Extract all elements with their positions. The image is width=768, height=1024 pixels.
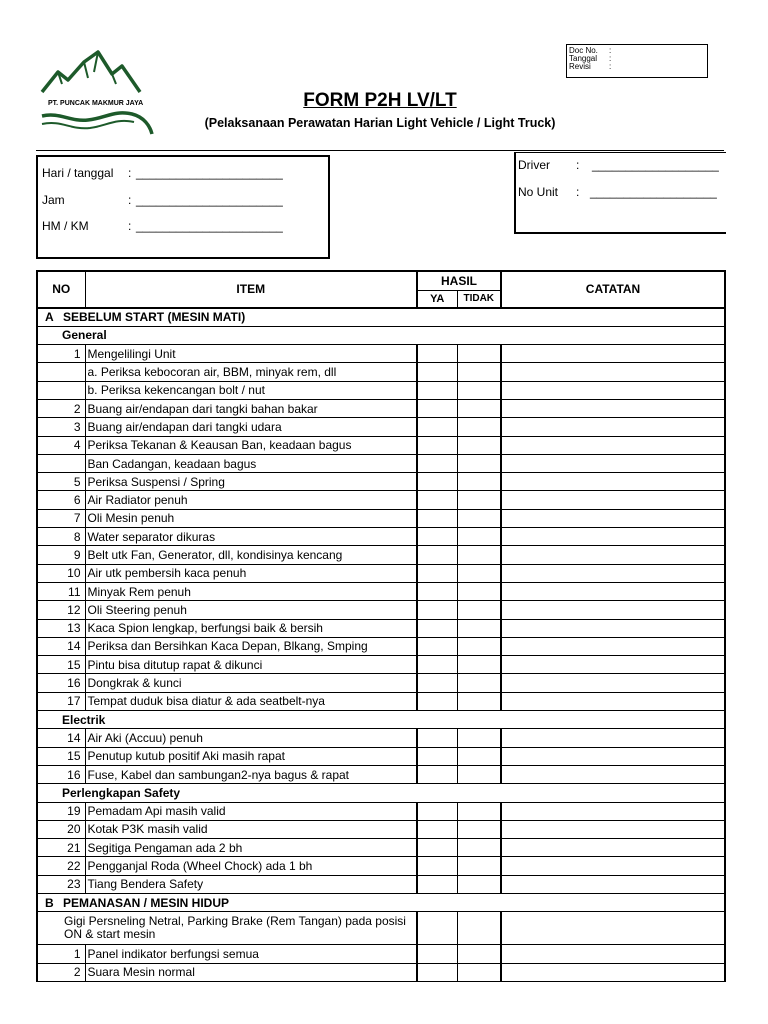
ya-checkbox-cell[interactable] xyxy=(417,945,457,963)
item-text: Periksa Tekanan & Keausan Ban, keadaan bagus xyxy=(85,436,417,454)
item-number: 11 xyxy=(37,582,85,600)
tidak-checkbox-cell[interactable] xyxy=(457,564,501,582)
table-row xyxy=(37,729,725,747)
col-item-header: ITEM xyxy=(85,271,417,308)
catatan-cell[interactable] xyxy=(501,857,725,875)
subsection-label: General xyxy=(37,326,725,344)
ya-checkbox-cell[interactable] xyxy=(417,839,457,857)
item-number: 2 xyxy=(37,399,85,417)
item-number: 15 xyxy=(37,656,85,674)
no-unit-field[interactable] xyxy=(518,185,717,199)
table-row xyxy=(37,491,725,509)
ya-checkbox-cell[interactable] xyxy=(417,656,457,674)
item-text: Periksa dan Bersihkan Kaca Depan, Blkang, Smping xyxy=(85,637,417,655)
catatan-cell[interactable] xyxy=(501,619,725,637)
tidak-checkbox-cell[interactable] xyxy=(457,692,501,710)
tidak-checkbox-cell[interactable] xyxy=(457,945,501,963)
item-number: 19 xyxy=(37,802,85,820)
ya-checkbox-cell[interactable] xyxy=(417,765,457,783)
hari-tanggal-label: Hari / tanggal xyxy=(42,166,114,180)
item-text: Dongkrak & kunci xyxy=(85,674,417,692)
col-tidak-header: TIDAK xyxy=(457,290,501,308)
ya-checkbox-cell[interactable] xyxy=(417,564,457,582)
item-number: 14 xyxy=(37,729,85,747)
ya-checkbox-cell[interactable] xyxy=(417,820,457,838)
table-row xyxy=(37,564,725,582)
catatan-cell[interactable] xyxy=(501,802,725,820)
catatan-cell[interactable] xyxy=(501,528,725,546)
section-row xyxy=(37,308,725,327)
tidak-checkbox-cell[interactable] xyxy=(457,912,501,945)
tidak-checkbox-cell[interactable] xyxy=(457,875,501,893)
table-row xyxy=(37,692,725,710)
catatan-cell[interactable] xyxy=(501,945,725,963)
item-text: Ban Cadangan, keadaan bagus xyxy=(85,454,417,472)
ya-checkbox-cell[interactable] xyxy=(417,528,457,546)
tidak-checkbox-cell[interactable] xyxy=(457,839,501,857)
catatan-cell[interactable] xyxy=(501,418,725,436)
catatan-cell[interactable] xyxy=(501,473,725,491)
ya-checkbox-cell[interactable] xyxy=(417,857,457,875)
table-row xyxy=(37,399,725,417)
table-row xyxy=(37,765,725,783)
item-number xyxy=(37,454,85,472)
item-number: 23 xyxy=(37,875,85,893)
ya-checkbox-cell[interactable] xyxy=(417,729,457,747)
tidak-checkbox-cell[interactable] xyxy=(457,802,501,820)
table-row xyxy=(37,912,725,945)
tidak-checkbox-cell[interactable] xyxy=(457,381,501,399)
catatan-cell[interactable] xyxy=(501,963,725,981)
col-catatan-header: CATATAN xyxy=(501,271,725,308)
hm-km-line: ______________________ xyxy=(136,219,283,233)
tidak-checkbox-cell[interactable] xyxy=(457,399,501,417)
catatan-cell[interactable] xyxy=(501,674,725,692)
driver-field[interactable] xyxy=(518,158,719,172)
item-text: b. Periksa kekencangan bolt / nut xyxy=(85,381,417,399)
tidak-checkbox-cell[interactable] xyxy=(457,747,501,765)
item-text: Mengelilingi Unit xyxy=(85,345,417,363)
subsection-row xyxy=(37,784,725,802)
table-row xyxy=(37,857,725,875)
catatan-cell[interactable] xyxy=(501,729,725,747)
ya-checkbox-cell[interactable] xyxy=(417,546,457,564)
item-text: Buang air/endapan dari tangki bahan bakar xyxy=(85,399,417,417)
catatan-cell[interactable] xyxy=(501,601,725,619)
section-title xyxy=(37,894,725,912)
item-text: Periksa Suspensi / Spring xyxy=(85,473,417,491)
col-ya-header: YA xyxy=(417,290,457,308)
hari-tanggal-colon: : xyxy=(128,166,132,180)
catatan-cell[interactable] xyxy=(501,509,725,527)
table-row xyxy=(37,381,725,399)
item-text: Kotak P3K masih valid xyxy=(85,820,417,838)
tidak-checkbox-cell[interactable] xyxy=(457,601,501,619)
tidak-checkbox-cell[interactable] xyxy=(457,619,501,637)
catatan-cell[interactable] xyxy=(501,381,725,399)
item-number: 14 xyxy=(37,637,85,655)
catatan-cell[interactable] xyxy=(501,436,725,454)
item-text: Fuse, Kabel dan sambungan2-nya bagus & rapat xyxy=(85,765,417,783)
section-letter: B xyxy=(45,895,54,910)
subsection-label: Electrik xyxy=(37,711,725,729)
ya-checkbox-cell[interactable] xyxy=(417,491,457,509)
jam-label: Jam xyxy=(42,193,65,207)
item-number: 9 xyxy=(37,546,85,564)
date-time-box xyxy=(36,155,330,259)
tidak-checkbox-cell[interactable] xyxy=(457,820,501,838)
table-row xyxy=(37,528,725,546)
jam-line: ______________________ xyxy=(136,193,283,207)
table-row xyxy=(37,363,725,381)
tidak-checkbox-cell[interactable] xyxy=(457,509,501,527)
item-text: Water separator dikuras xyxy=(85,528,417,546)
tidak-checkbox-cell[interactable] xyxy=(457,729,501,747)
tidak-checkbox-cell[interactable] xyxy=(457,765,501,783)
ya-checkbox-cell[interactable] xyxy=(417,381,457,399)
table-row xyxy=(37,747,725,765)
catatan-cell[interactable] xyxy=(501,345,725,363)
table-row xyxy=(37,454,725,472)
no-unit-colon: : xyxy=(576,185,580,199)
table-row xyxy=(37,473,725,491)
tanggal-label: Tanggal xyxy=(569,54,598,63)
ya-checkbox-cell[interactable] xyxy=(417,418,457,436)
catatan-cell[interactable] xyxy=(501,875,725,893)
section-label: SEBELUM START (MESIN MATI) xyxy=(63,310,246,325)
item-number: 8 xyxy=(37,528,85,546)
item-number: 4 xyxy=(37,436,85,454)
item-text: Buang air/endapan dari tangki udara xyxy=(85,418,417,436)
table-row xyxy=(37,839,725,857)
catatan-cell[interactable] xyxy=(501,747,725,765)
ya-checkbox-cell[interactable] xyxy=(417,912,457,945)
catatan-cell[interactable] xyxy=(501,454,725,472)
hm-km-colon: : xyxy=(128,219,132,233)
col-hasil-header: HASIL xyxy=(417,271,501,290)
ya-checkbox-cell[interactable] xyxy=(417,963,457,981)
ya-checkbox-cell[interactable] xyxy=(417,473,457,491)
item-number: 16 xyxy=(37,674,85,692)
item-text: Suara Mesin normal xyxy=(85,963,417,981)
catatan-cell[interactable] xyxy=(501,363,725,381)
item-number: 2 xyxy=(37,963,85,981)
driver-label: Driver xyxy=(518,158,550,172)
ya-checkbox-cell[interactable] xyxy=(417,802,457,820)
tidak-checkbox-cell[interactable] xyxy=(457,454,501,472)
item-number: 1 xyxy=(37,945,85,963)
ya-checkbox-cell[interactable] xyxy=(417,399,457,417)
item-number xyxy=(37,363,85,381)
ya-checkbox-cell[interactable] xyxy=(417,436,457,454)
table-row xyxy=(37,820,725,838)
item-text: Belt utk Fan, Generator, dll, kondisinya kencang xyxy=(85,546,417,564)
item-text: a. Periksa kebocoran air, BBM, minyak rem, dll xyxy=(85,363,417,381)
table-header xyxy=(37,271,725,308)
hm-km-field[interactable] xyxy=(42,219,283,233)
tidak-checkbox-cell[interactable] xyxy=(457,546,501,564)
item-number: 3 xyxy=(37,418,85,436)
item-text: Kaca Spion lengkap, berfungsi baik & bersih xyxy=(85,619,417,637)
jam-colon: : xyxy=(128,193,132,207)
item-number: 21 xyxy=(37,839,85,857)
jam-field[interactable] xyxy=(42,193,283,207)
driver-line: ___________________ xyxy=(592,158,719,172)
item-text: Pintu bisa ditutup rapat & dikunci xyxy=(85,656,417,674)
catatan-cell[interactable] xyxy=(501,399,725,417)
doc-info-box xyxy=(566,44,708,78)
item-text: Oli Mesin penuh xyxy=(85,509,417,527)
catatan-cell[interactable] xyxy=(501,582,725,600)
tidak-checkbox-cell[interactable] xyxy=(457,491,501,509)
tidak-checkbox-cell[interactable] xyxy=(457,656,501,674)
doc-no-colon: : xyxy=(609,46,612,55)
ya-checkbox-cell[interactable] xyxy=(417,345,457,363)
section-letter: A xyxy=(45,310,54,325)
section-label: PEMANASAN / MESIN HIDUP xyxy=(63,895,230,910)
table-row xyxy=(37,619,725,637)
ya-checkbox-cell[interactable] xyxy=(417,637,457,655)
hari-tanggal-field[interactable] xyxy=(42,166,283,180)
table-row xyxy=(37,436,725,454)
table-row xyxy=(37,601,725,619)
item-number: 12 xyxy=(37,601,85,619)
item-number: 17 xyxy=(37,692,85,710)
table-body xyxy=(37,308,725,982)
tidak-checkbox-cell[interactable] xyxy=(457,345,501,363)
item-text: Gigi Persneling Netral, Parking Brake (Rem Tangan) pada posisi ON & start mesin xyxy=(37,912,417,945)
item-text: Penutup kutub positif Aki masih rapat xyxy=(85,747,417,765)
item-number: 7 xyxy=(37,509,85,527)
subsection-row xyxy=(37,326,725,344)
item-text: Tempat duduk bisa diatur & ada seatbelt-nya xyxy=(85,692,417,710)
table-row xyxy=(37,945,725,963)
item-text: Tiang Bendera Safety xyxy=(85,875,417,893)
hari-tanggal-line: ______________________ xyxy=(136,166,283,180)
form-title: FORM P2H LV/LT xyxy=(303,90,457,111)
table-row xyxy=(37,582,725,600)
form-subtitle: (Pelaksanaan Perawatan Harian Light Vehicle / Light Truck) xyxy=(204,116,556,130)
catatan-cell[interactable] xyxy=(501,765,725,783)
table-row xyxy=(37,345,725,363)
item-text: Oli Steering penuh xyxy=(85,601,417,619)
tidak-checkbox-cell[interactable] xyxy=(457,963,501,981)
item-text: Minyak Rem penuh xyxy=(85,582,417,600)
table-row xyxy=(37,637,725,655)
item-number: 1 xyxy=(37,345,85,363)
item-number: 15 xyxy=(37,747,85,765)
table-row xyxy=(37,509,725,527)
driver-colon: : xyxy=(576,158,580,172)
doc-no-label: Doc No. xyxy=(569,46,598,55)
col-no-header: NO xyxy=(37,271,85,308)
tidak-checkbox-cell[interactable] xyxy=(457,418,501,436)
driver-unit-box xyxy=(514,152,726,234)
tidak-checkbox-cell[interactable] xyxy=(457,674,501,692)
item-text: Segitiga Pengaman ada 2 bh xyxy=(85,839,417,857)
item-number: 10 xyxy=(37,564,85,582)
revisi-row xyxy=(569,63,611,71)
ya-checkbox-cell[interactable] xyxy=(417,692,457,710)
tidak-checkbox-cell[interactable] xyxy=(457,528,501,546)
table-row xyxy=(37,875,725,893)
tidak-checkbox-cell[interactable] xyxy=(457,473,501,491)
header-divider xyxy=(36,150,724,151)
table-row xyxy=(37,802,725,820)
tidak-checkbox-cell[interactable] xyxy=(457,363,501,381)
item-number xyxy=(37,381,85,399)
ya-checkbox-cell[interactable] xyxy=(417,454,457,472)
catatan-cell[interactable] xyxy=(501,839,725,857)
item-text: Air utk pembersih kaca penuh xyxy=(85,564,417,582)
catatan-cell[interactable] xyxy=(501,656,725,674)
subsection-row xyxy=(37,711,725,729)
tidak-checkbox-cell[interactable] xyxy=(457,637,501,655)
ya-checkbox-cell[interactable] xyxy=(417,674,457,692)
item-text: Air Radiator penuh xyxy=(85,491,417,509)
catatan-cell[interactable] xyxy=(501,692,725,710)
item-number: 5 xyxy=(37,473,85,491)
section-row xyxy=(37,894,725,912)
item-number: 20 xyxy=(37,820,85,838)
tidak-checkbox-cell[interactable] xyxy=(457,582,501,600)
item-number: 13 xyxy=(37,619,85,637)
tanggal-colon: : xyxy=(609,54,612,63)
item-number: 22 xyxy=(37,857,85,875)
catatan-cell[interactable] xyxy=(501,912,725,945)
item-text: Air Aki (Accuu) penuh xyxy=(85,729,417,747)
ya-checkbox-cell[interactable] xyxy=(417,582,457,600)
item-text: Pengganjal Roda (Wheel Chock) ada 1 bh xyxy=(85,857,417,875)
hm-km-label: HM / KM xyxy=(42,219,89,233)
catatan-cell[interactable] xyxy=(501,820,725,838)
catatan-cell[interactable] xyxy=(501,491,725,509)
ya-checkbox-cell[interactable] xyxy=(417,747,457,765)
company-name: PT. PUNCAK MAKMUR JAYA xyxy=(48,100,144,107)
item-text: Pemadam Api masih valid xyxy=(85,802,417,820)
no-unit-line: ___________________ xyxy=(590,185,717,199)
tidak-checkbox-cell[interactable] xyxy=(457,436,501,454)
checklist-table xyxy=(36,270,726,982)
table-row xyxy=(37,418,725,436)
catatan-cell[interactable] xyxy=(501,564,725,582)
ya-checkbox-cell[interactable] xyxy=(417,875,457,893)
catatan-cell[interactable] xyxy=(501,546,725,564)
item-number: 6 xyxy=(37,491,85,509)
catatan-cell[interactable] xyxy=(501,637,725,655)
ya-checkbox-cell[interactable] xyxy=(417,601,457,619)
ya-checkbox-cell[interactable] xyxy=(417,509,457,527)
table-row xyxy=(37,674,725,692)
item-text: Panel indikator berfungsi semua xyxy=(85,945,417,963)
ya-checkbox-cell[interactable] xyxy=(417,619,457,637)
item-number: 16 xyxy=(37,765,85,783)
table-row xyxy=(37,656,725,674)
revisi-label: Revisi xyxy=(569,62,591,71)
ya-checkbox-cell[interactable] xyxy=(417,363,457,381)
tidak-checkbox-cell[interactable] xyxy=(457,857,501,875)
table-row xyxy=(37,963,725,981)
subsection-label: Perlengkapan Safety xyxy=(37,784,725,802)
revisi-colon: : xyxy=(609,62,612,71)
no-unit-label: No Unit xyxy=(518,185,559,199)
section-title xyxy=(37,308,725,327)
table-row xyxy=(37,546,725,564)
